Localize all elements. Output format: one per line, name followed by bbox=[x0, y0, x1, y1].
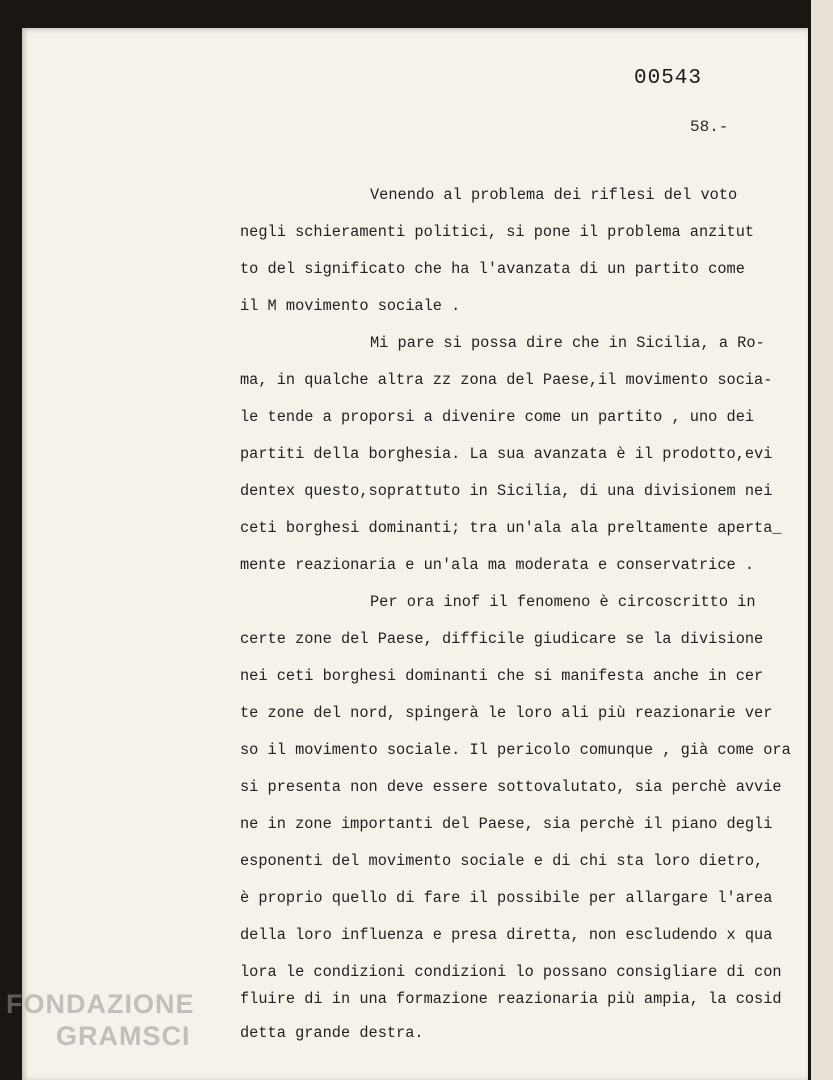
text-line: so il movimento sociale. Il pericolo comunque , già come ora bbox=[240, 741, 791, 759]
typewritten-page bbox=[22, 28, 808, 1080]
text-line: nei ceti borghesi dominanti che si manifesta anche in cer bbox=[240, 667, 764, 685]
text-line: mente reazionaria e un'ala ma moderata e conservatrice . bbox=[240, 556, 755, 574]
text-line: è proprio quello di fare il possibile per allargare l'area bbox=[240, 889, 773, 907]
text-line: to del significato che ha l'avanzata di un partito come bbox=[240, 260, 745, 278]
text-line: fluire di in una formazione reazionaria più ampia, la cosid bbox=[240, 990, 782, 1008]
fondazione-gramsci-watermark bbox=[6, 988, 195, 1052]
document-number: 00543 bbox=[634, 67, 703, 90]
text-line: detta grande destra. bbox=[240, 1024, 424, 1042]
watermark-line-2: GRAMSCI bbox=[56, 1021, 191, 1051]
text-line: certe zone del Paese, difficile giudicare se la divisione bbox=[240, 630, 764, 648]
text-line: le tende a proporsi a divenire come un partito , uno dei bbox=[240, 408, 755, 426]
text-line: Mi pare si possa dire che in Sicilia, a Ro- bbox=[370, 334, 765, 352]
text-line: ma, in qualche altra zz zona del Paese,il movimento socia- bbox=[240, 371, 773, 389]
text-line: ceti borghesi dominanti; tra un'ala ala preltamente aperta_ bbox=[240, 519, 782, 537]
text-line: si presenta non deve essere sottovalutato, sia perchè avvie bbox=[240, 778, 782, 796]
next-page-edge bbox=[811, 0, 833, 1080]
text-line: Venendo al problema dei riflesi del voto bbox=[370, 186, 738, 204]
text-line: ne in zone importanti del Paese, sia perchè il piano degli bbox=[240, 815, 773, 833]
text-line: dentex questo,soprattuto in Sicilia, di una divisionem nei bbox=[240, 482, 773, 500]
text-line: esponenti del movimento sociale e di chi sta loro dietro, bbox=[240, 852, 764, 870]
watermark-line-1: FONDAZIONE bbox=[6, 989, 195, 1019]
text-line: Per ora inof il fenomeno è circoscritto in bbox=[370, 593, 756, 611]
text-line: il M movimento sociale . bbox=[240, 297, 461, 315]
text-line: della loro influenza e presa diretta, non escludendo x qua bbox=[240, 926, 773, 944]
page-number: 58.- bbox=[690, 118, 729, 136]
text-line: te zone del nord, spingerà le loro ali più reazionarie ver bbox=[240, 704, 773, 722]
text-line: partiti della borghesia. La sua avanzata è il prodotto,evi bbox=[240, 445, 773, 463]
text-line: negli schieramenti politici, si pone il problema anzitut bbox=[240, 223, 755, 241]
text-line: lora le condizioni condizioni lo possano consigliare di con bbox=[240, 963, 782, 981]
